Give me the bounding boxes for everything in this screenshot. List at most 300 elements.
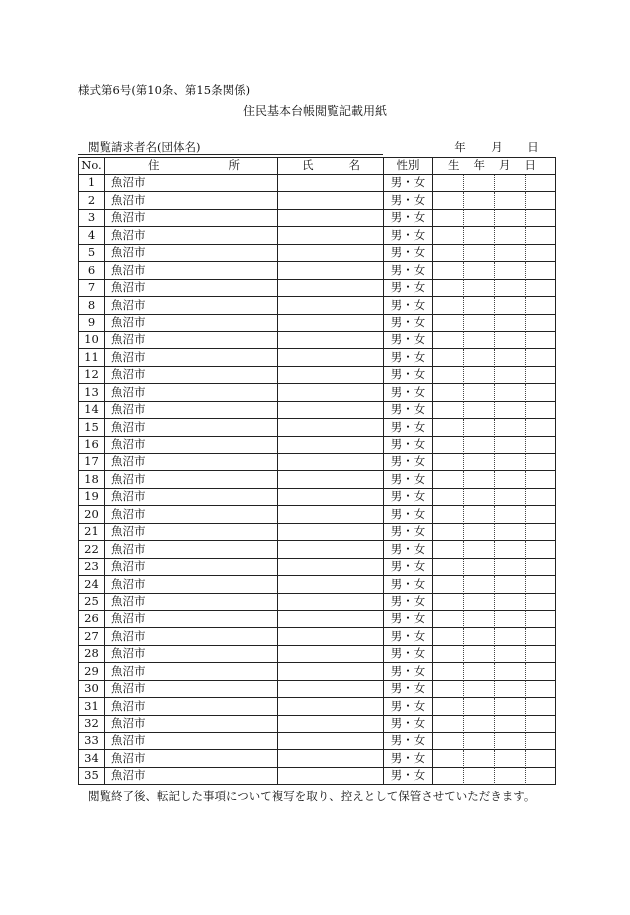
table-row — [79, 698, 556, 715]
name-cell — [278, 227, 384, 244]
birth-date-cell — [526, 576, 556, 593]
table-row — [79, 628, 556, 645]
form-number-label: 様式第6号(第10条、第15条関係) — [78, 83, 251, 97]
birth-date-cell — [526, 262, 556, 279]
birth-date-cell — [526, 367, 556, 384]
sex-cell: 男・女 — [384, 262, 433, 279]
table-row — [79, 384, 556, 401]
row-number-cell: 15 — [79, 419, 105, 436]
birth-date-cell — [433, 750, 464, 767]
row-number-cell: 23 — [79, 559, 105, 576]
birth-date-cell — [464, 506, 495, 523]
row-number-cell: 24 — [79, 576, 105, 593]
row-number-cell: 30 — [79, 681, 105, 698]
birth-date-cell — [526, 489, 556, 506]
birth-date-cell — [495, 437, 526, 454]
address-cell: 魚沼市 — [105, 628, 278, 645]
birth-date-cell — [433, 437, 464, 454]
birth-date-cell — [433, 210, 464, 227]
row-number-cell: 2 — [79, 192, 105, 209]
birth-date-cell — [495, 628, 526, 645]
table-row — [79, 175, 556, 192]
table-row — [79, 367, 556, 384]
sex-cell: 男・女 — [384, 280, 433, 297]
birth-date-cell — [433, 227, 464, 244]
header-sex: 性別 — [384, 158, 433, 175]
address-cell: 魚沼市 — [105, 419, 278, 436]
birth-date-cell — [495, 227, 526, 244]
name-cell — [278, 576, 384, 593]
address-cell: 魚沼市 — [105, 384, 278, 401]
sex-cell: 男・女 — [384, 402, 433, 419]
sex-cell: 男・女 — [384, 297, 433, 314]
birth-date-cell — [526, 175, 556, 192]
address-cell: 魚沼市 — [105, 192, 278, 209]
date-year-label: 年 — [454, 140, 466, 154]
birth-date-cell — [495, 262, 526, 279]
address-cell: 魚沼市 — [105, 733, 278, 750]
header-address-char: 住 — [148, 158, 160, 173]
sex-cell: 男・女 — [384, 384, 433, 401]
header-address-char: 所 — [228, 158, 240, 173]
sex-cell: 男・女 — [384, 315, 433, 332]
header-name — [278, 158, 384, 175]
table-row — [79, 315, 556, 332]
birth-date-cell — [526, 541, 556, 558]
sex-cell: 男・女 — [384, 698, 433, 715]
name-cell — [278, 437, 384, 454]
birth-date-cell — [464, 663, 495, 680]
document-title: 住民基本台帳閲覧記載用紙 — [242, 104, 387, 118]
address-cell: 魚沼市 — [105, 210, 278, 227]
table-row — [79, 332, 556, 349]
name-cell — [278, 698, 384, 715]
birth-date-cell — [495, 524, 526, 541]
row-number-cell: 5 — [79, 245, 105, 262]
address-cell: 魚沼市 — [105, 506, 278, 523]
header-birth-char: 日 — [524, 158, 536, 173]
birth-date-cell — [495, 594, 526, 611]
birth-date-cell — [495, 454, 526, 471]
sex-cell: 男・女 — [384, 471, 433, 488]
birth-date-cell — [464, 402, 495, 419]
name-cell — [278, 681, 384, 698]
birth-date-cell — [464, 768, 495, 785]
birth-date-cell — [464, 594, 495, 611]
header-birth-date — [433, 158, 556, 175]
birth-date-cell — [433, 315, 464, 332]
row-number-cell: 28 — [79, 646, 105, 663]
birth-date-cell — [526, 227, 556, 244]
birth-date-cell — [433, 175, 464, 192]
address-cell: 魚沼市 — [105, 594, 278, 611]
sex-cell: 男・女 — [384, 681, 433, 698]
address-cell: 魚沼市 — [105, 227, 278, 244]
birth-date-cell — [464, 175, 495, 192]
header-address — [105, 158, 278, 175]
birth-date-cell — [433, 768, 464, 785]
birth-date-cell — [464, 628, 495, 645]
table-row — [79, 733, 556, 750]
table-row — [79, 506, 556, 523]
birth-date-cell — [433, 384, 464, 401]
birth-date-cell — [526, 628, 556, 645]
table-body — [79, 175, 556, 785]
address-cell: 魚沼市 — [105, 576, 278, 593]
birth-date-cell — [526, 646, 556, 663]
birth-date-cell — [464, 681, 495, 698]
birth-date-cell — [526, 524, 556, 541]
birth-date-cell — [433, 332, 464, 349]
birth-date-cell — [464, 227, 495, 244]
table-row — [79, 524, 556, 541]
birth-date-cell — [495, 506, 526, 523]
birth-date-cell — [526, 437, 556, 454]
name-cell — [278, 750, 384, 767]
birth-date-cell — [526, 192, 556, 209]
birth-date-cell — [433, 541, 464, 558]
table-row — [79, 454, 556, 471]
birth-date-cell — [433, 716, 464, 733]
birth-date-cell — [495, 349, 526, 366]
name-cell — [278, 559, 384, 576]
address-cell: 魚沼市 — [105, 280, 278, 297]
table-row — [79, 210, 556, 227]
address-cell: 魚沼市 — [105, 750, 278, 767]
name-cell — [278, 367, 384, 384]
birth-date-cell — [433, 297, 464, 314]
table-row — [79, 750, 556, 767]
table-row — [79, 594, 556, 611]
header-birth-char: 年 — [473, 158, 485, 173]
address-cell: 魚沼市 — [105, 367, 278, 384]
birth-date-cell — [526, 210, 556, 227]
footer-note: 閲覧終了後、転記した事項について複写を取り、控えとして保管させていただきます。 — [88, 789, 536, 803]
birth-date-cell — [526, 559, 556, 576]
birth-date-cell — [495, 559, 526, 576]
row-number-cell: 19 — [79, 489, 105, 506]
row-number-cell: 21 — [79, 524, 105, 541]
sex-cell: 男・女 — [384, 454, 433, 471]
birth-date-cell — [495, 576, 526, 593]
birth-date-cell — [464, 315, 495, 332]
address-cell: 魚沼市 — [105, 402, 278, 419]
birth-date-cell — [495, 733, 526, 750]
row-number-cell: 32 — [79, 716, 105, 733]
birth-date-cell — [495, 280, 526, 297]
birth-date-cell — [495, 175, 526, 192]
birth-date-cell — [526, 733, 556, 750]
birth-date-cell — [464, 262, 495, 279]
row-number-cell: 35 — [79, 768, 105, 785]
header-name-char: 氏 — [302, 158, 314, 173]
table-row — [79, 541, 556, 558]
name-cell — [278, 175, 384, 192]
address-cell: 魚沼市 — [105, 175, 278, 192]
row-number-cell: 13 — [79, 384, 105, 401]
row-number-cell: 12 — [79, 367, 105, 384]
birth-date-cell — [526, 594, 556, 611]
header-birth-char: 月 — [499, 158, 511, 173]
birth-date-cell — [464, 437, 495, 454]
birth-date-cell — [433, 663, 464, 680]
address-cell: 魚沼市 — [105, 332, 278, 349]
birth-date-cell — [464, 367, 495, 384]
sex-cell: 男・女 — [384, 489, 433, 506]
birth-date-cell — [464, 419, 495, 436]
birth-date-cell — [526, 663, 556, 680]
birth-date-cell — [464, 559, 495, 576]
birth-date-cell — [433, 419, 464, 436]
header-no: No. — [79, 158, 105, 175]
sex-cell: 男・女 — [384, 646, 433, 663]
birth-date-cell — [433, 681, 464, 698]
name-cell — [278, 245, 384, 262]
sex-cell: 男・女 — [384, 437, 433, 454]
address-cell: 魚沼市 — [105, 768, 278, 785]
table-row — [79, 716, 556, 733]
table-row — [79, 349, 556, 366]
address-cell: 魚沼市 — [105, 541, 278, 558]
birth-date-cell — [464, 750, 495, 767]
table-row — [79, 227, 556, 244]
birth-date-cell — [495, 489, 526, 506]
birth-date-cell — [495, 419, 526, 436]
birth-date-cell — [433, 733, 464, 750]
birth-date-cell — [495, 245, 526, 262]
address-cell: 魚沼市 — [105, 681, 278, 698]
birth-date-cell — [464, 524, 495, 541]
address-cell: 魚沼市 — [105, 437, 278, 454]
birth-date-cell — [433, 559, 464, 576]
name-cell — [278, 611, 384, 628]
birth-date-cell — [433, 349, 464, 366]
row-number-cell: 22 — [79, 541, 105, 558]
birth-date-cell — [526, 506, 556, 523]
row-number-cell: 17 — [79, 454, 105, 471]
birth-date-cell — [526, 384, 556, 401]
birth-date-cell — [526, 716, 556, 733]
header-birth-char: 生 — [448, 158, 460, 173]
birth-date-cell — [464, 210, 495, 227]
birth-date-cell — [464, 716, 495, 733]
birth-date-cell — [433, 506, 464, 523]
row-number-cell: 14 — [79, 402, 105, 419]
birth-date-cell — [495, 541, 526, 558]
birth-date-cell — [495, 210, 526, 227]
address-cell: 魚沼市 — [105, 349, 278, 366]
sex-cell: 男・女 — [384, 768, 433, 785]
sex-cell: 男・女 — [384, 524, 433, 541]
birth-date-cell — [526, 454, 556, 471]
row-number-cell: 3 — [79, 210, 105, 227]
sex-cell: 男・女 — [384, 192, 433, 209]
birth-date-cell — [495, 471, 526, 488]
row-number-cell: 26 — [79, 611, 105, 628]
birth-date-cell — [495, 698, 526, 715]
birth-date-cell — [495, 750, 526, 767]
row-number-cell: 27 — [79, 628, 105, 645]
table-header-row — [79, 158, 556, 175]
birth-date-cell — [464, 332, 495, 349]
birth-date-cell — [495, 663, 526, 680]
name-cell — [278, 506, 384, 523]
table-row — [79, 489, 556, 506]
birth-date-cell — [433, 576, 464, 593]
sex-cell: 男・女 — [384, 210, 433, 227]
birth-date-cell — [464, 384, 495, 401]
address-cell: 魚沼市 — [105, 471, 278, 488]
name-cell — [278, 489, 384, 506]
sex-cell: 男・女 — [384, 594, 433, 611]
birth-date-cell — [464, 576, 495, 593]
table-row — [79, 611, 556, 628]
birth-date-cell — [433, 367, 464, 384]
name-cell — [278, 663, 384, 680]
address-cell: 魚沼市 — [105, 454, 278, 471]
row-number-cell: 4 — [79, 227, 105, 244]
name-cell — [278, 524, 384, 541]
birth-date-cell — [464, 471, 495, 488]
date-month-label: 月 — [491, 140, 503, 154]
name-cell — [278, 315, 384, 332]
sex-cell: 男・女 — [384, 559, 433, 576]
table-row — [79, 663, 556, 680]
birth-date-cell — [464, 541, 495, 558]
sex-cell: 男・女 — [384, 716, 433, 733]
sex-cell: 男・女 — [384, 227, 433, 244]
table-row — [79, 245, 556, 262]
name-cell — [278, 768, 384, 785]
address-cell: 魚沼市 — [105, 524, 278, 541]
row-number-cell: 25 — [79, 594, 105, 611]
row-number-cell: 8 — [79, 297, 105, 314]
birth-date-cell — [526, 681, 556, 698]
address-cell: 魚沼市 — [105, 315, 278, 332]
name-cell — [278, 262, 384, 279]
sex-cell: 男・女 — [384, 367, 433, 384]
address-cell: 魚沼市 — [105, 663, 278, 680]
birth-date-cell — [433, 402, 464, 419]
birth-date-cell — [526, 611, 556, 628]
birth-date-cell — [495, 402, 526, 419]
table-row — [79, 419, 556, 436]
address-cell: 魚沼市 — [105, 716, 278, 733]
table-row — [79, 646, 556, 663]
row-number-cell: 11 — [79, 349, 105, 366]
name-cell — [278, 541, 384, 558]
birth-date-cell — [526, 315, 556, 332]
birth-date-cell — [433, 628, 464, 645]
header-name-char: 名 — [348, 158, 360, 173]
birth-date-cell — [433, 280, 464, 297]
row-number-cell: 16 — [79, 437, 105, 454]
birth-date-cell — [433, 489, 464, 506]
row-number-cell: 10 — [79, 332, 105, 349]
sex-cell: 男・女 — [384, 245, 433, 262]
table-row — [79, 559, 556, 576]
birth-date-cell — [464, 280, 495, 297]
table-row — [79, 192, 556, 209]
row-number-cell: 1 — [79, 175, 105, 192]
table-row — [79, 681, 556, 698]
birth-date-cell — [495, 367, 526, 384]
birth-date-cell — [464, 611, 495, 628]
name-cell — [278, 594, 384, 611]
birth-date-cell — [495, 681, 526, 698]
address-cell: 魚沼市 — [105, 559, 278, 576]
row-number-cell: 34 — [79, 750, 105, 767]
date-day-label: 日 — [527, 140, 539, 154]
address-cell: 魚沼市 — [105, 489, 278, 506]
address-cell: 魚沼市 — [105, 245, 278, 262]
birth-date-cell — [495, 716, 526, 733]
sex-cell: 男・女 — [384, 611, 433, 628]
name-cell — [278, 280, 384, 297]
table-row — [79, 280, 556, 297]
birth-date-cell — [495, 611, 526, 628]
table-row — [79, 471, 556, 488]
birth-date-cell — [495, 315, 526, 332]
birth-date-cell — [464, 646, 495, 663]
birth-date-cell — [526, 419, 556, 436]
sex-cell: 男・女 — [384, 628, 433, 645]
birth-date-cell — [464, 454, 495, 471]
table-row — [79, 437, 556, 454]
address-cell: 魚沼市 — [105, 262, 278, 279]
sex-cell: 男・女 — [384, 750, 433, 767]
row-number-cell: 33 — [79, 733, 105, 750]
birth-date-cell — [526, 471, 556, 488]
name-cell — [278, 716, 384, 733]
name-cell — [278, 192, 384, 209]
name-cell — [278, 332, 384, 349]
birth-date-cell — [464, 733, 495, 750]
birth-date-cell — [433, 245, 464, 262]
birth-date-cell — [526, 245, 556, 262]
birth-date-cell — [464, 245, 495, 262]
name-cell — [278, 646, 384, 663]
birth-date-cell — [495, 332, 526, 349]
address-cell: 魚沼市 — [105, 646, 278, 663]
birth-date-cell — [464, 489, 495, 506]
birth-date-cell — [464, 297, 495, 314]
row-number-cell: 20 — [79, 506, 105, 523]
address-cell: 魚沼市 — [105, 698, 278, 715]
name-cell — [278, 210, 384, 227]
row-number-cell: 7 — [79, 280, 105, 297]
address-cell: 魚沼市 — [105, 611, 278, 628]
sex-cell: 男・女 — [384, 349, 433, 366]
birth-date-cell — [433, 471, 464, 488]
sex-cell: 男・女 — [384, 733, 433, 750]
birth-date-cell — [495, 646, 526, 663]
birth-date-cell — [526, 402, 556, 419]
sex-cell: 男・女 — [384, 663, 433, 680]
sex-cell: 男・女 — [384, 541, 433, 558]
address-cell: 魚沼市 — [105, 297, 278, 314]
birth-date-cell — [495, 192, 526, 209]
birth-date-cell — [433, 646, 464, 663]
name-cell — [278, 628, 384, 645]
birth-date-cell — [433, 594, 464, 611]
sex-cell: 男・女 — [384, 332, 433, 349]
birth-date-cell — [433, 611, 464, 628]
table-row — [79, 402, 556, 419]
birth-date-cell — [433, 192, 464, 209]
sex-cell: 男・女 — [384, 175, 433, 192]
birth-date-cell — [526, 750, 556, 767]
